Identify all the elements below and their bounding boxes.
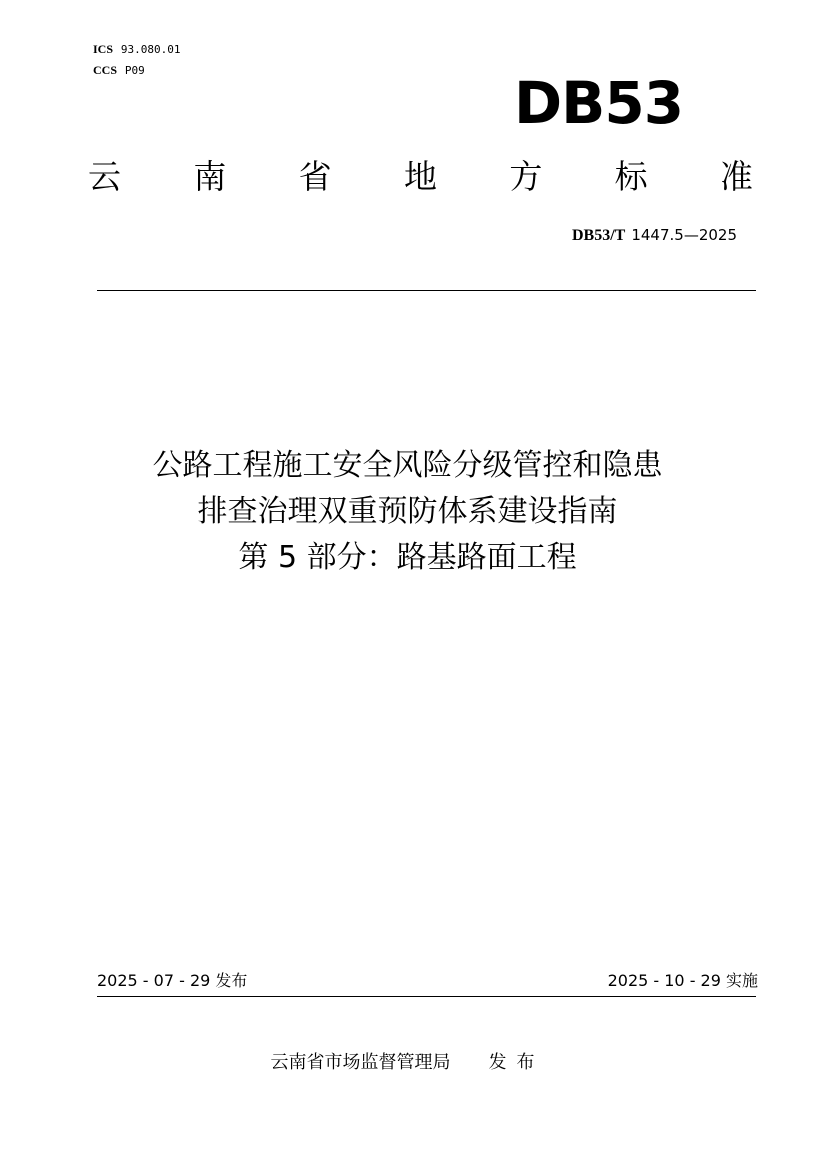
standard-type-char: 方: [509, 157, 543, 196]
ccs-label: CCS: [93, 63, 118, 77]
standard-type-char: 地: [403, 157, 437, 196]
ics-label: ICS: [93, 42, 114, 56]
ics-value: 93.080.01: [120, 43, 181, 56]
standard-type-char: 准: [719, 157, 753, 196]
standard-type-char: 省: [298, 157, 332, 196]
standard-type-char: 南: [193, 157, 227, 196]
standard-number-prefix: DB53/T: [571, 227, 626, 244]
title-line-1: 公路工程施工安全风险分级管控和隐患: [152, 448, 663, 483]
title-line-3: 第 5 部分：路基路面工程: [238, 540, 577, 575]
standard-number-value: 1447.5—2025: [631, 226, 737, 244]
ccs-code: [93, 63, 145, 78]
document-title: [40, 443, 775, 581]
ics-code: [93, 42, 180, 57]
publisher-name: 云南省市场监督管理局: [270, 1052, 451, 1073]
standard-number: [572, 225, 737, 246]
standard-type-heading: [88, 156, 753, 198]
db53-logo: DB53: [514, 69, 684, 137]
bottom-divider: [97, 996, 756, 997]
ccs-value: P09: [124, 64, 145, 77]
publisher-line: [0, 1051, 815, 1075]
standard-type-char: 云: [88, 157, 121, 196]
standard-type-char: 标: [614, 157, 648, 196]
top-divider: [97, 290, 756, 291]
issue-date: 2025 - 07 - 29 发布: [97, 971, 248, 990]
publish-label: 发布: [488, 1052, 545, 1073]
implementation-date: 2025 - 10 - 29 实施: [607, 971, 758, 990]
title-line-2: 排查治理双重预防体系建设指南: [197, 494, 618, 529]
